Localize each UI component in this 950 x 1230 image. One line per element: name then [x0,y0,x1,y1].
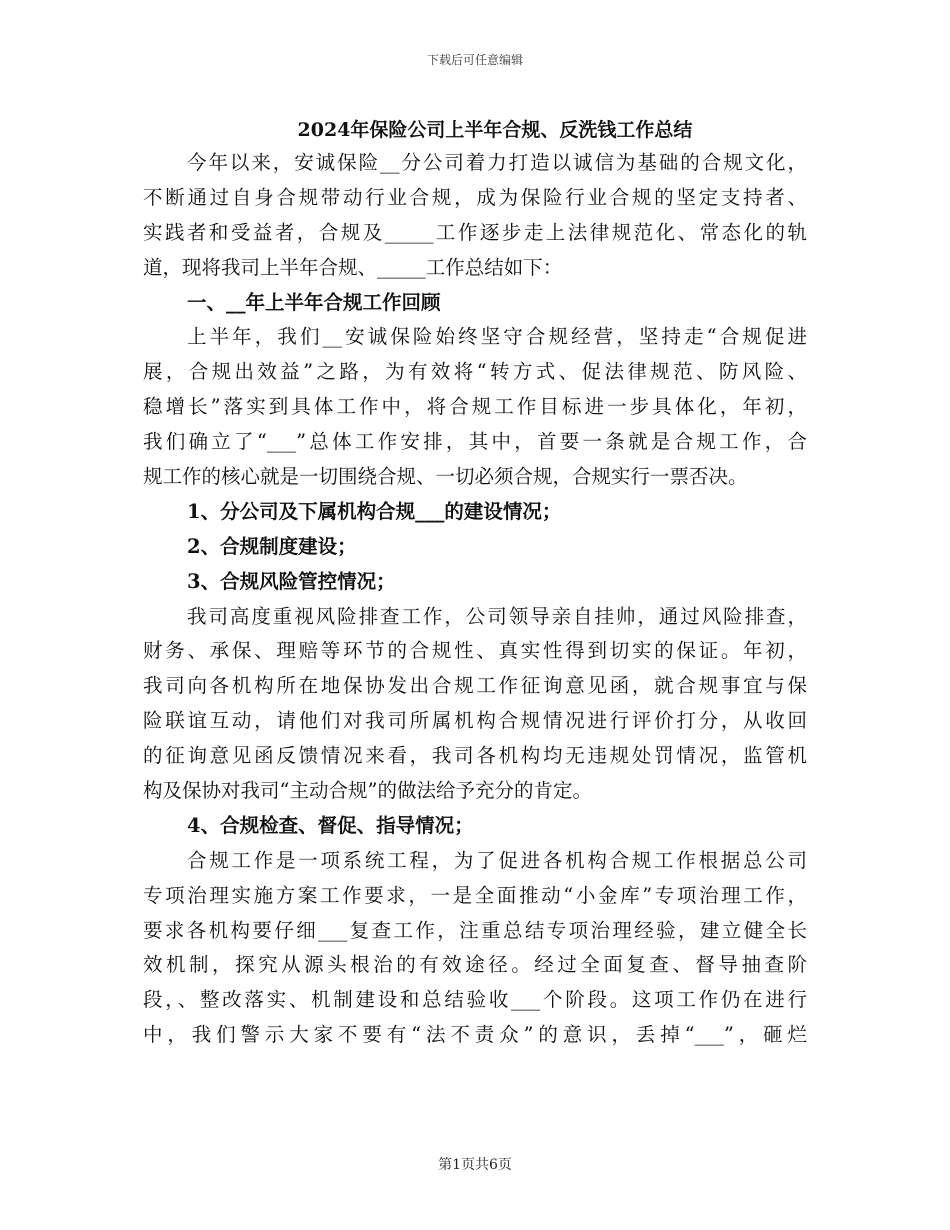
paragraph-line: 我司向各机构所在地保协发出合规工作征询意见函，就合规事宜与保 [143,674,807,698]
paragraph-line: 道，现将我司上半年合规、_____工作总结如下： [143,255,563,279]
paragraph-line: 我司高度重视风险排查工作，公司领导亲自挂帅，通过风险排查， [187,604,807,628]
paragraph-line: 不断通过自身合规带动行业合规，成为保险行业合规的坚定支持者、 [143,185,807,209]
paragraph-line: 效机制，探究从源头根治的有效途径。经过全面复查、督导抽查阶 [143,953,807,977]
document-title: 2024年保险公司上半年合规、反洗钱工作总结 [297,119,693,141]
paragraph-line: 要求各机构要仔细___复查工作，注重总结专项治理经验，建立健全长 [143,918,807,942]
paragraph-line: 险联谊互动，请他们对我司所属机构合规情况进行评价打分，从收回 [143,709,807,733]
section-heading-line: 一、__年上半年合规工作回顾 [187,290,441,314]
paragraph-line: 规工作的核心就是一切围绕合规、一切必须合规，合规实行一票否决。 [143,465,748,489]
section-heading-line: 4、合规检查、督促、指导情况； [187,813,474,837]
section-heading-line: 3、合规风险管控情况； [187,569,396,593]
paragraph-line: 财务、承保、理赔等环节的合规性、真实性得到切实的保证。年初， [143,639,807,663]
paragraph-line: 稳增长”落实到具体工作中，将合规工作目标进一步具体化，年初， [143,395,807,419]
section-heading-line: 2、合规制度建设； [187,534,357,558]
paragraph-line: 合规工作是一项系统工程，为了促进各机构合规工作根据总公司 [187,848,807,872]
paragraph-line: 今年以来，安诚保险__分公司着力打造以诚信为基础的合规文化， [187,151,807,174]
page-header: 下载后可任意编辑 [426,53,523,67]
paragraph-line: 专项治理实施方案工作要求，一是全面推动“小金库”专项治理工作， [143,883,807,907]
paragraph-line: 段，、整改落实、机制建设和总结验收___个阶段。这项工作仍在进行 [143,988,807,1012]
paragraph-line: 的征询意见函反馈情况来看，我司各机构均无违规处罚情况，监管机 [143,744,807,768]
paragraph-line: 实践者和受益者，合规及_____工作逐步走上法律规范化、常态化的轨 [143,220,807,244]
section-heading-line: 1、分公司及下属机构合规___的建设情况； [187,499,562,523]
paragraph-line: 上半年，我们__安诚保险始终坚守合规经营，坚持走“合规促进 [187,325,807,349]
paragraph-line: 中，我们警示大家不要有“法不责众”的意识，丢掉“___”，砸烂 [143,1023,807,1047]
page-footer: 第1页共6页 [438,1157,512,1173]
paragraph-line: 我们确立了“___”总体工作安排，其中，首要一条就是合规工作，合 [143,430,807,454]
paragraph-line: 构及保协对我司“主动合规”的做法给予充分的肯定。 [143,779,592,803]
document-body [143,146,807,1053]
paragraph-line: 展，合规出效益”之路，为有效将“转方式、促法律规范、防风险、 [143,360,807,384]
